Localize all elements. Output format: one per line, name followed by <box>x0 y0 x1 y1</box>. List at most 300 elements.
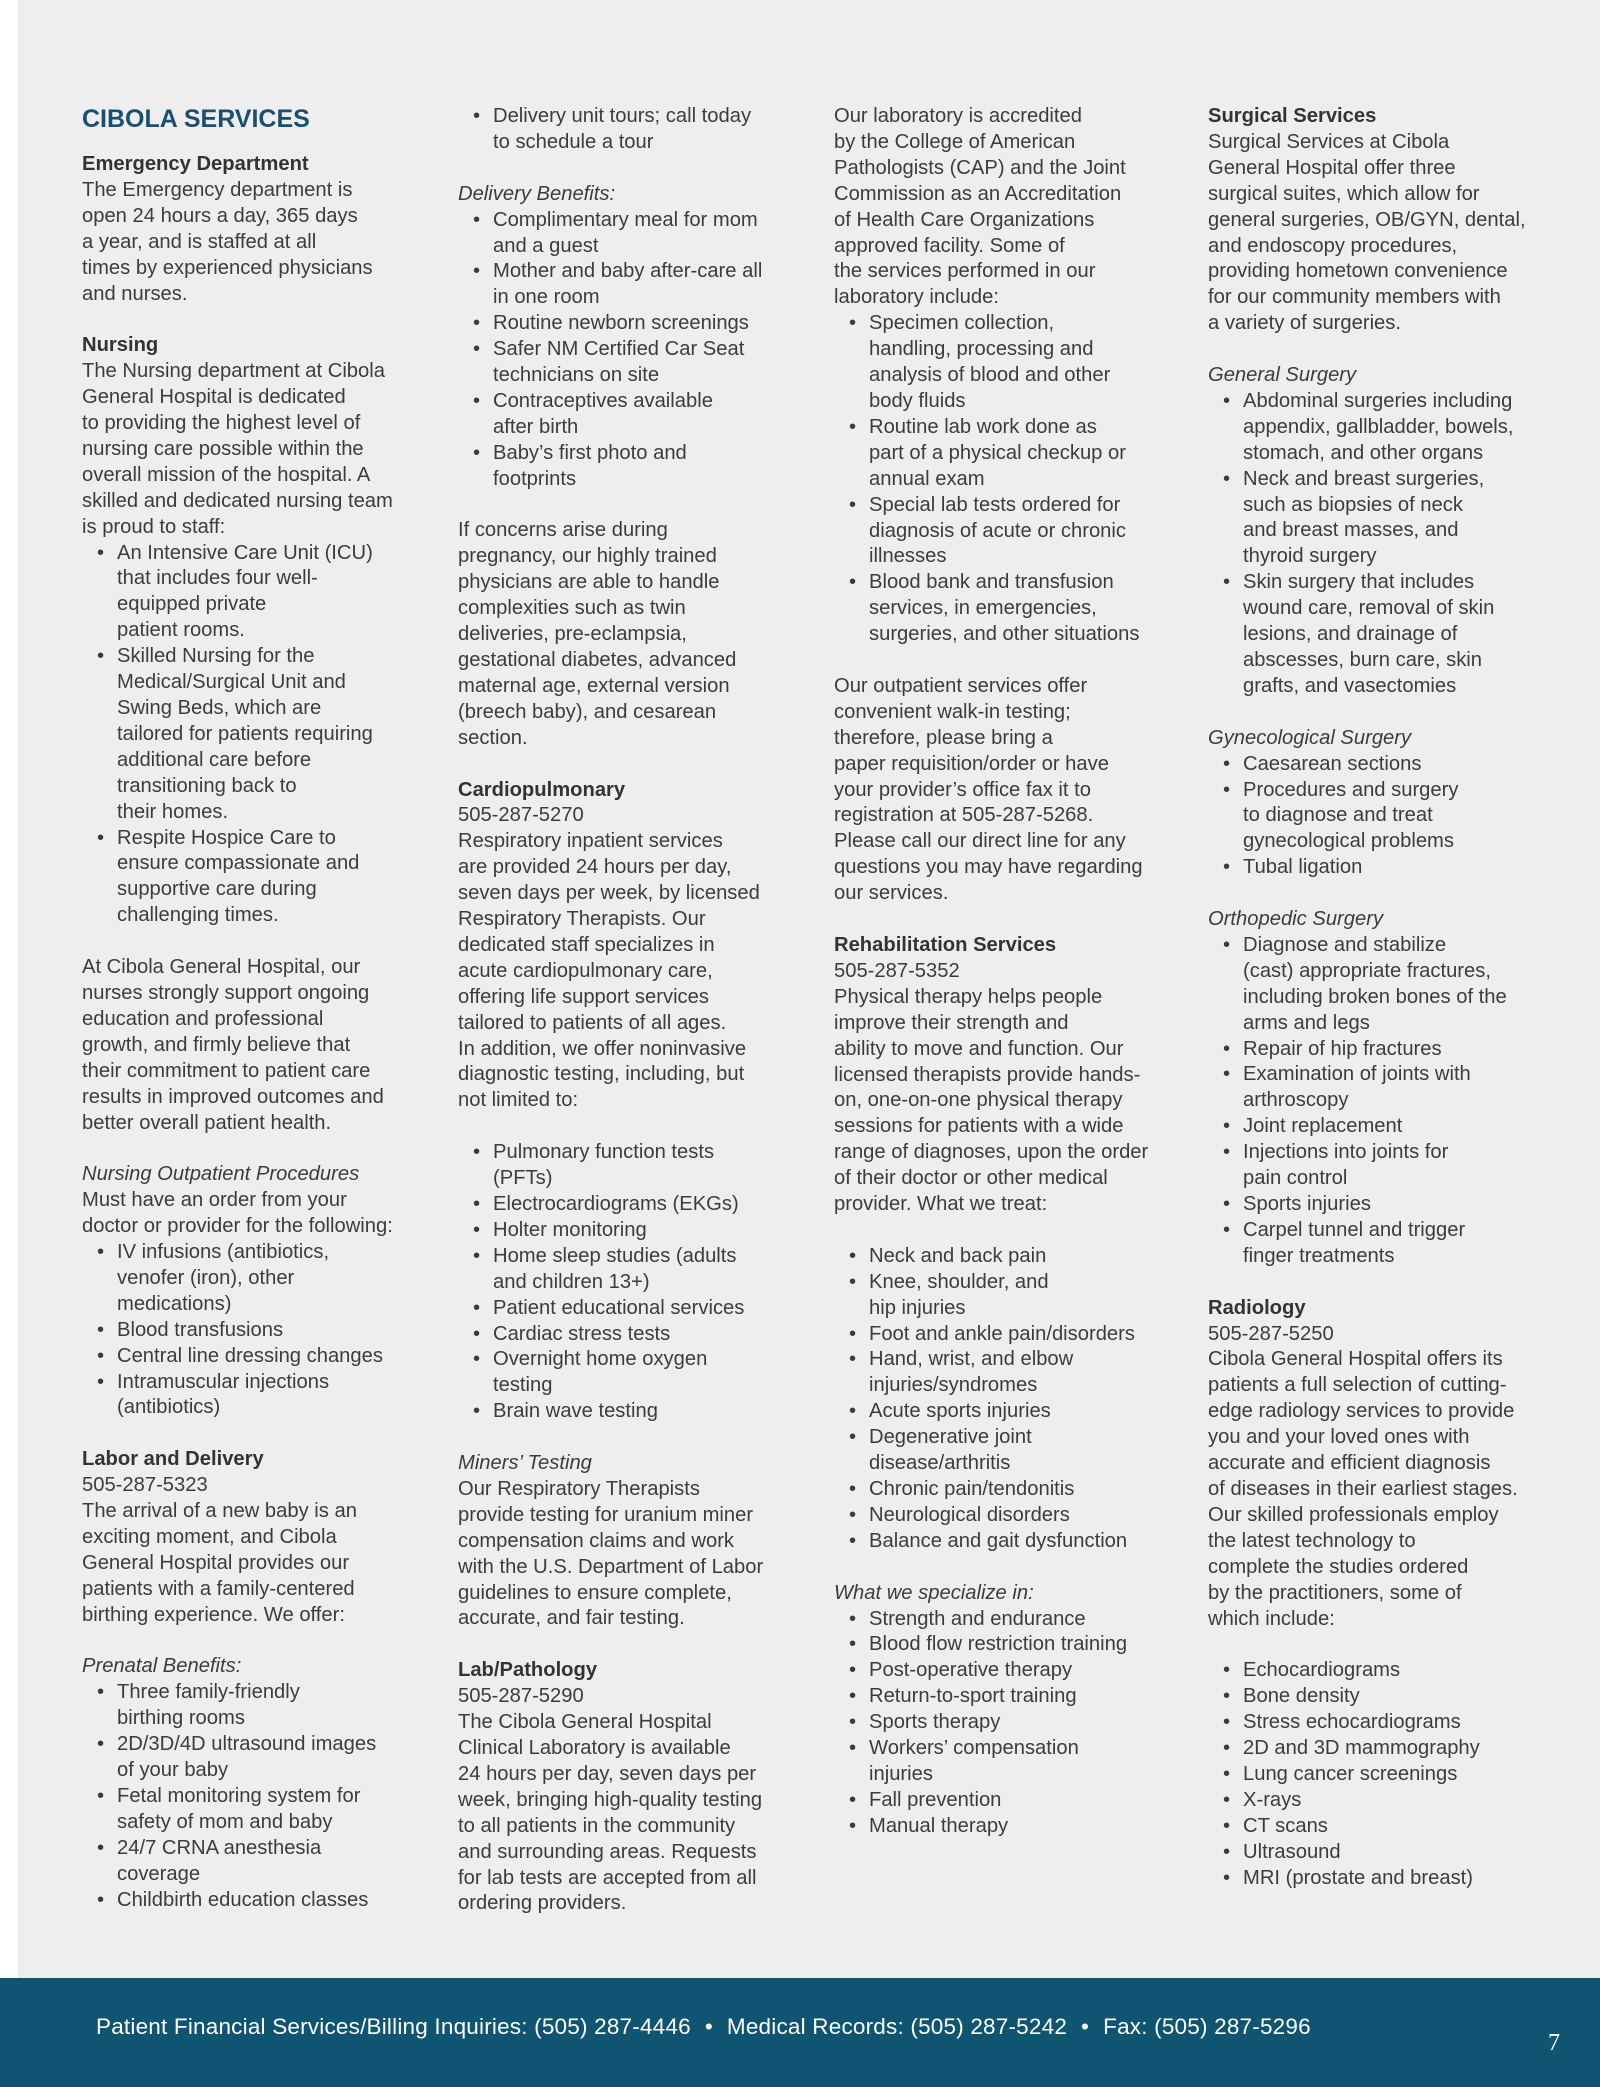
text-line: • Safer NM Certified Car Seat <box>493 338 745 361</box>
list-item <box>1208 1866 1530 1892</box>
separator: • <box>704 2014 713 2039</box>
text-line: 505-287-5323 <box>82 1474 208 1497</box>
text-line: with the U.S. Department of Labor <box>458 1555 764 1578</box>
text-line: therefore, please bring a <box>834 726 1053 749</box>
list-item <box>82 1732 404 1784</box>
paragraph <box>82 1188 404 1240</box>
text-line: are provided 24 hours per day, <box>458 856 732 879</box>
text-line: • Joint replacement <box>1243 1115 1403 1138</box>
list-item <box>834 493 1156 571</box>
text-line: General Hospital offer three <box>1208 156 1456 179</box>
text-line: • Blood bank and transfusion <box>869 571 1114 594</box>
text-line: • Sports injuries <box>1243 1193 1371 1216</box>
text-line: lesions, and drainage of <box>1243 623 1458 646</box>
text-line: results in improved outcomes and <box>82 1085 384 1108</box>
text-line: • Central line dressing changes <box>117 1344 383 1367</box>
text-line: 24 hours per day, seven days per <box>458 1762 757 1785</box>
spacer <box>82 1421 404 1447</box>
text-line: • Pulmonary function tests <box>493 1141 715 1164</box>
list-item <box>82 1888 404 1914</box>
bullet-list <box>458 208 780 493</box>
text-line: acute cardiopulmonary care, <box>458 959 713 982</box>
paragraph <box>834 674 1156 907</box>
text-line: Please call our direct line for any <box>834 830 1126 853</box>
text-line: range of diagnoses, upon the order <box>834 1141 1149 1164</box>
bullet-list <box>458 104 780 156</box>
list-item <box>1208 1114 1530 1140</box>
text-line: a variety of surgeries. <box>1208 312 1401 335</box>
list-item <box>82 826 404 930</box>
column-content <box>834 104 1156 1840</box>
text-line: analysis of blood and other <box>869 364 1111 387</box>
list-item <box>458 441 780 493</box>
text-line: injuries <box>869 1762 933 1785</box>
text-line: for our community members with <box>1208 286 1501 309</box>
text-line: convenient walk-in testing; <box>834 700 1071 723</box>
text-line: • Post-operative therapy <box>869 1659 1073 1682</box>
text-line: for lab tests are accepted from all <box>458 1866 757 1889</box>
bullet-list <box>1208 389 1530 700</box>
bullet-list <box>834 1607 1156 1840</box>
records-contact: Medical Records: (505) 287-5242 <box>726 2014 1068 2039</box>
section-heading: Lab/Pathology <box>458 1659 598 1682</box>
list-item <box>458 1347 780 1399</box>
list-item <box>834 1503 1156 1529</box>
text-line: • Specimen collection, <box>869 312 1055 335</box>
list-item <box>834 570 1156 648</box>
list-item <box>834 311 1156 415</box>
text-line: education and professional <box>82 1007 324 1030</box>
list-item <box>1208 1814 1530 1840</box>
text-line: • Knee, shoulder, and <box>869 1270 1049 1293</box>
text-line: their commitment to patient care <box>82 1059 371 1082</box>
text-line: • Childbirth education classes <box>117 1888 369 1911</box>
text-line: The Emergency department is <box>82 178 353 201</box>
spacer <box>458 156 780 182</box>
list-item <box>458 1244 780 1296</box>
text-line: challenging times. <box>117 904 279 927</box>
list-item <box>458 1192 780 1218</box>
text-line: • Respite Hospice Care to <box>117 826 336 849</box>
list-item <box>834 415 1156 493</box>
list-item <box>1208 1684 1530 1710</box>
text-line: 505-287-5352 <box>834 959 960 982</box>
text-line: by the practitioners, some of <box>1208 1581 1462 1604</box>
list-item <box>1208 778 1530 856</box>
text-line: • Stress echocardiograms <box>1243 1711 1461 1734</box>
text-line: At Cibola General Hospital, our <box>82 956 361 979</box>
spacer <box>82 307 404 333</box>
list-item <box>1208 1840 1530 1866</box>
text-line: the services performed in our <box>834 260 1096 283</box>
text-line: complexities such as twin <box>458 597 686 620</box>
list-item <box>1208 1658 1530 1684</box>
bullet-list <box>1208 933 1530 1270</box>
text-line: footprints <box>493 467 577 490</box>
text-line: Our Respiratory Therapists <box>458 1477 700 1500</box>
text-line: • 24/7 CRNA anesthesia <box>117 1836 322 1859</box>
text-line: surgical suites, which allow for <box>1208 182 1480 205</box>
spacer <box>1208 1632 1530 1658</box>
spacer <box>1208 700 1530 726</box>
text-line: • Routine lab work done as <box>869 415 1097 438</box>
text-line: • Overnight home oxygen <box>493 1348 708 1371</box>
spacer <box>1208 881 1530 907</box>
text-line: pain control <box>1243 1167 1348 1190</box>
list-item <box>1208 1037 1530 1063</box>
text-line: paper requisition/order or have <box>834 752 1109 775</box>
list-item <box>834 1322 1156 1348</box>
text-line: • Caesarean sections <box>1243 752 1422 775</box>
text-line: medications) <box>117 1292 232 1315</box>
text-line: • 2D and 3D mammography <box>1243 1737 1480 1760</box>
list-item <box>1208 1192 1530 1218</box>
text-line: equipped private <box>117 593 267 616</box>
text-line: tailored to patients of all ages. <box>458 1011 727 1034</box>
text-line: surgeries, and other situations <box>869 623 1140 646</box>
paragraph <box>458 1684 780 1917</box>
text-line: maternal age, external version <box>458 674 730 697</box>
text-line: registration at 505-287-5268. <box>834 804 1094 827</box>
text-line: • Blood flow restriction training <box>869 1633 1128 1656</box>
list-item <box>82 1318 404 1344</box>
text-line: grafts, and vasectomies <box>1243 674 1457 697</box>
text-line: Physical therapy helps people <box>834 985 1103 1008</box>
text-line: • Repair of hip fractures <box>1243 1037 1442 1060</box>
subheading: Nursing Outpatient Procedures <box>82 1163 360 1186</box>
text-line: • Carpel tunnel and trigger <box>1243 1218 1466 1241</box>
text-line: times by experienced physicians <box>82 256 373 279</box>
spacer <box>458 493 780 519</box>
column-content <box>458 104 780 1917</box>
list-item <box>1208 1788 1530 1814</box>
text-line: Our skilled professionals employ <box>1208 1503 1499 1526</box>
text-line: • Hand, wrist, and elbow <box>869 1348 1074 1371</box>
spacer <box>834 648 1156 674</box>
footer-bar <box>0 1978 1600 2087</box>
list-item <box>1208 1218 1530 1270</box>
text-line: guidelines to ensure complete, <box>458 1581 732 1604</box>
text-line: finger treatments <box>1243 1244 1395 1267</box>
paragraph <box>82 1473 404 1628</box>
text-line: tailored for patients requiring <box>117 722 373 745</box>
bullet-list <box>82 541 404 930</box>
text-line: • Workers’ compensation <box>869 1737 1079 1760</box>
bullet-list <box>834 1244 1156 1555</box>
paragraph <box>834 959 1156 1218</box>
section-heading: Nursing <box>82 334 159 357</box>
paragraph <box>82 955 404 1136</box>
text-line: (breech baby), and cesarean <box>458 700 717 723</box>
text-line: exciting moment, and Cibola <box>82 1525 337 1548</box>
paragraph <box>82 359 404 540</box>
list-item <box>834 1710 1156 1736</box>
list-item <box>834 1347 1156 1399</box>
text-line: Respiratory Therapists. Our <box>458 908 706 931</box>
text-line: Medical/Surgical Unit and <box>117 671 346 694</box>
text-line: of diseases in their earliest stages. <box>1208 1477 1518 1500</box>
text-line: accurate and efficient diagnosis <box>1208 1452 1491 1475</box>
text-line: 505-287-5270 <box>458 804 584 827</box>
text-line: General Hospital is dedicated <box>82 386 346 409</box>
text-line: • Skin surgery that includes <box>1243 571 1475 594</box>
text-line: • Neurological disorders <box>869 1503 1070 1526</box>
text-line: ensure compassionate and <box>117 852 360 875</box>
text-line: dedicated staff specializes in <box>458 933 715 956</box>
text-line: better overall patient health. <box>82 1111 332 1134</box>
bullet-list <box>834 311 1156 648</box>
text-line: coverage <box>117 1862 201 1885</box>
text-line: birthing experience. We offer: <box>82 1603 345 1626</box>
text-line: (antibiotics) <box>117 1396 221 1419</box>
list-item <box>458 1140 780 1192</box>
footer-contacts <box>96 2014 1311 2040</box>
text-line: • Ultrasound <box>1243 1840 1341 1863</box>
list-item <box>82 1344 404 1370</box>
text-line: injuries/syndromes <box>869 1374 1038 1397</box>
text-line: • Mother and baby after-care all <box>493 260 763 283</box>
list-item <box>834 1814 1156 1840</box>
text-line: • Patient educational services <box>493 1296 745 1319</box>
list-item <box>458 1399 780 1425</box>
text-line: • Manual therapy <box>869 1814 1009 1837</box>
text-line: improve their strength and <box>834 1011 1069 1034</box>
text-line: and a guest <box>493 234 599 257</box>
text-line: • Injections into joints for <box>1243 1141 1449 1164</box>
spacer <box>834 1555 1156 1581</box>
text-line: nurses strongly support ongoing <box>82 981 370 1004</box>
list-item <box>1208 467 1530 571</box>
bullet-list <box>1208 1658 1530 1891</box>
text-line: Our laboratory is accredited <box>834 105 1082 127</box>
spacer <box>82 929 404 955</box>
list-item <box>834 1399 1156 1425</box>
text-line: after birth <box>493 415 579 438</box>
text-line: to schedule a tour <box>493 130 654 153</box>
text-line: • Chronic pain/tendonitis <box>869 1477 1075 1500</box>
text-line: • Examination of joints with <box>1243 1063 1471 1086</box>
text-line: is proud to staff: <box>82 515 226 538</box>
text-line: to providing the highest level of <box>82 412 361 435</box>
text-line: • Return-to-sport training <box>869 1685 1077 1708</box>
text-line: gynecological problems <box>1243 830 1454 853</box>
text-line: • Home sleep studies (adults <box>493 1244 737 1267</box>
text-line: • An Intensive Care Unit (ICU) <box>117 541 373 564</box>
text-line: • Neck and back pain <box>869 1244 1047 1267</box>
text-line: seven days per week, by licensed <box>458 882 760 905</box>
text-line: and surrounding areas. Requests <box>458 1840 757 1863</box>
separator: • <box>1081 2014 1090 2039</box>
list-item <box>458 1218 780 1244</box>
text-line: • Abdominal surgeries including <box>1243 389 1513 412</box>
spacer <box>1208 337 1530 363</box>
list-item <box>1208 1062 1530 1114</box>
text-line: patient rooms. <box>117 619 245 642</box>
list-item <box>834 1736 1156 1788</box>
text-line: services, in emergencies, <box>869 597 1097 620</box>
text-line: your provider’s office fax it to <box>834 778 1091 801</box>
spacer <box>458 752 780 778</box>
text-line: edge radiology services to provide <box>1208 1400 1515 1423</box>
column-1 <box>82 104 404 1914</box>
list-item <box>458 389 780 441</box>
text-line: wound care, removal of skin <box>1243 597 1495 620</box>
bullet-list <box>458 1140 780 1425</box>
column-3 <box>834 104 1156 1840</box>
text-line: • Complimentary meal for mom <box>493 208 758 231</box>
paragraph <box>1208 130 1530 337</box>
text-line: hip injuries <box>869 1296 966 1319</box>
list-item <box>82 1836 404 1888</box>
text-line: • Electrocardiograms (EKGs) <box>493 1193 739 1215</box>
text-line: our services. <box>834 882 949 905</box>
text-line: • Fetal monitoring system for <box>117 1785 361 1808</box>
text-line: Commission as an Accreditation <box>834 182 1122 205</box>
text-line: • Fall prevention <box>869 1788 1002 1811</box>
text-line: arms and legs <box>1243 1011 1370 1034</box>
text-line: nursing care possible within the <box>82 437 364 460</box>
text-line: • Lung cancer screenings <box>1243 1762 1458 1785</box>
list-item <box>834 1244 1156 1270</box>
text-line: • CT scans <box>1243 1814 1328 1837</box>
list-item <box>458 1322 780 1348</box>
page-number: 7 <box>1548 2030 1560 2056</box>
text-line: • X-rays <box>1243 1788 1302 1811</box>
list-item <box>1208 570 1530 700</box>
list-item <box>834 1529 1156 1555</box>
text-line: open 24 hours a day, 365 days <box>82 204 358 227</box>
text-line: sessions for patients with a wide <box>834 1115 1124 1138</box>
column-content <box>82 152 404 1914</box>
text-line: (cast) appropriate fractures, <box>1243 959 1491 982</box>
text-line: accurate, and fair testing. <box>458 1607 685 1630</box>
spacer <box>458 1114 780 1140</box>
paragraph <box>458 803 780 1114</box>
text-line: licensed therapists provide hands- <box>834 1063 1141 1086</box>
text-line: pregnancy, our highly trained <box>458 545 717 568</box>
text-line: deliveries, pre-eclampsia, <box>458 623 687 646</box>
text-line: ability to move and function. Our <box>834 1037 1124 1060</box>
spacer <box>458 1425 780 1451</box>
text-line: supportive care during <box>117 878 317 901</box>
text-line: • Intramuscular injections <box>117 1370 330 1393</box>
text-line: • Degenerative joint <box>869 1426 1032 1449</box>
text-line: arthroscopy <box>1243 1089 1349 1112</box>
text-line: of your baby <box>117 1759 229 1782</box>
subheading: Miners’ Testing <box>458 1452 592 1475</box>
section-heading: Rehabilitation Services <box>834 933 1057 956</box>
text-line: General Hospital provides our <box>82 1551 350 1574</box>
subheading: Prenatal Benefits: <box>82 1655 242 1678</box>
text-line: gestational diabetes, advanced <box>458 649 737 671</box>
text-line: • Procedures and surgery <box>1243 778 1459 801</box>
text-line: patients with a family-centered <box>82 1577 355 1600</box>
list-item <box>1208 1140 1530 1192</box>
text-line: testing <box>493 1374 553 1397</box>
text-line: • Balance and gait dysfunction <box>869 1529 1128 1552</box>
list-item <box>834 1477 1156 1503</box>
spacer <box>458 1632 780 1658</box>
text-line: such as biopsies of neck <box>1243 493 1463 516</box>
text-line: • MRI (prostate and breast) <box>1243 1866 1474 1889</box>
subheading: What we specialize in: <box>834 1581 1034 1604</box>
text-line: safety of mom and baby <box>117 1810 333 1833</box>
text-line: week, bringing high-quality testing <box>458 1788 763 1811</box>
text-line: • Holter monitoring <box>493 1218 647 1241</box>
column-4 <box>1208 104 1530 1891</box>
text-line: body fluids <box>869 389 966 412</box>
text-line: on, one-on-one physical therapy <box>834 1089 1123 1112</box>
text-line: • Diagnose and stabilize <box>1243 933 1447 956</box>
text-line: of Health Care Organizations <box>834 208 1095 231</box>
text-line: • Bone density <box>1243 1685 1360 1708</box>
text-line: illnesses <box>869 545 947 568</box>
list-item <box>1208 1710 1530 1736</box>
text-line: • Neck and breast surgeries, <box>1243 467 1485 490</box>
text-line: transitioning back to <box>117 774 297 797</box>
bullet-list <box>82 1240 404 1421</box>
list-item <box>458 337 780 389</box>
section-heading: Radiology <box>1208 1296 1306 1319</box>
section-heading: Cardiopulmonary <box>458 778 626 801</box>
text-line: Cibola General Hospital offers its <box>1208 1348 1503 1371</box>
text-line: Pathologists (CAP) and the Joint <box>834 156 1126 179</box>
text-line: in one room <box>493 286 600 309</box>
column-2 <box>458 104 780 1917</box>
text-line: In addition, we offer noninvasive <box>458 1037 747 1060</box>
text-line: • Sports therapy <box>869 1711 1001 1734</box>
section-title: CIBOLA SERVICES <box>82 105 310 133</box>
text-line: • Contraceptives available <box>493 389 713 412</box>
text-line: by the College of American <box>834 130 1076 153</box>
text-line: offering life support services <box>458 985 709 1008</box>
text-line: approved facility. Some of <box>834 234 1065 257</box>
text-line: doctor or provider for the following: <box>82 1215 393 1238</box>
list-item <box>1208 855 1530 881</box>
text-line: general surgeries, OB/GYN, dental, <box>1208 208 1526 231</box>
list-item <box>82 1680 404 1732</box>
text-line: skilled and dedicated nursing team <box>82 489 393 512</box>
paragraph <box>834 104 1156 311</box>
text-line: • Acute sports injuries <box>869 1400 1051 1423</box>
list-item <box>458 104 780 156</box>
text-line: • Strength and endurance <box>869 1607 1086 1630</box>
text-line: Swing Beds, which are <box>117 697 322 720</box>
text-line: patients a full selection of cutting- <box>1208 1374 1507 1397</box>
text-line: and nurses. <box>82 282 188 305</box>
text-line: • Tubal ligation <box>1243 856 1363 879</box>
text-line: • Routine newborn screenings <box>493 312 749 335</box>
text-line: diagnosis of acute or chronic <box>869 519 1126 542</box>
text-line: providing hometown convenience <box>1208 260 1508 283</box>
text-line: additional care before <box>117 748 312 771</box>
paragraph <box>82 178 404 308</box>
paragraph <box>1208 1322 1530 1633</box>
fax-contact: Fax: (505) 287-5296 <box>1103 2014 1311 2039</box>
spacer <box>82 1136 404 1162</box>
text-line: birthing rooms <box>117 1707 245 1730</box>
text-line: provide testing for uranium miner <box>458 1503 754 1526</box>
text-line: and breast masses, and <box>1243 519 1459 542</box>
list-item <box>834 1425 1156 1477</box>
section-heading: Emergency Department <box>82 153 309 175</box>
text-line: and endoscopy procedures, <box>1208 234 1458 257</box>
list-item <box>1208 1736 1530 1762</box>
subheading: Orthopedic Surgery <box>1208 908 1384 931</box>
text-line: annual exam <box>869 467 985 490</box>
list-item <box>82 1784 404 1836</box>
text-line: The arrival of a new baby is an <box>82 1500 357 1523</box>
